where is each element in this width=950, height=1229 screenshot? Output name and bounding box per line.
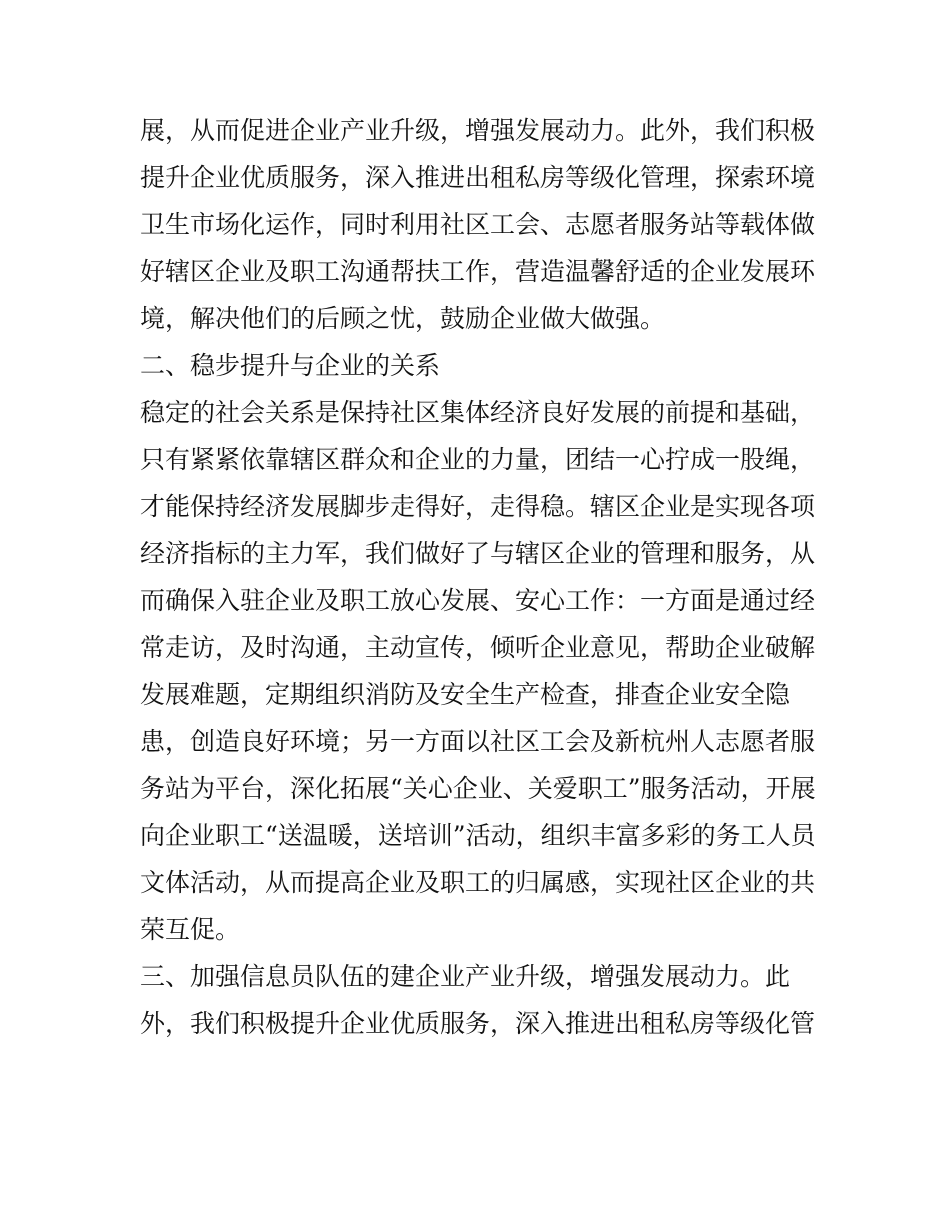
text-line: 外，我们积极提升企业优质服务，深入推进出租私房等级化管	[140, 1009, 816, 1038]
text-line: 经济指标的主力军，我们做好了与辖区企业的管理和服务，从	[140, 539, 816, 568]
text-line: 荣互促。	[140, 915, 241, 944]
section-heading-2: 二、稳步提升与企业的关系	[140, 351, 441, 380]
text-line: 卫生市场化运作，同时利用社区工会、志愿者服务站等载体做	[140, 210, 816, 239]
text-line: 患，创造良好环境；另一方面以社区工会及新杭州人志愿者服	[140, 727, 816, 756]
text-line: 才能保持经济发展脚步走得好，走得稳。辖区企业是实现各项	[140, 492, 816, 521]
text-line: 向企业职工“送温暖，送培训”活动，组织丰富多彩的务工人员	[140, 821, 816, 850]
text-line: 务站为平台，深化拓展“关心企业、关爱职工”服务活动，开展	[140, 774, 816, 803]
section-heading-3: 三、加强信息员队伍的建企业产业升级，增强发展动力。此	[140, 962, 791, 991]
text-line: 稳定的社会关系是保持社区集体经济良好发展的前提和基础，	[140, 398, 816, 427]
body-text	[140, 107, 820, 1047]
text-line: 而确保入驻企业及职工放心发展、安心工作：一方面是通过经	[140, 586, 816, 615]
text-line: 境，解决他们的后顾之忧，鼓励企业做大做强。	[140, 304, 666, 333]
text-line: 提升企业优质服务，深入推进出租私房等级化管理，探索环境	[140, 163, 816, 192]
text-line: 展，从而促进企业产业升级，增强发展动力。此外，我们积极	[140, 116, 816, 145]
text-line: 文体活动，从而提高企业及职工的归属感，实现社区企业的共	[140, 868, 816, 897]
text-line: 只有紧紧依靠辖区群众和企业的力量，团结一心拧成一股绳，	[140, 445, 816, 474]
text-line: 发展难题，定期组织消防及安全生产检查，排查企业安全隐	[140, 680, 791, 709]
text-line: 好辖区企业及职工沟通帮扶工作，营造温馨舒适的企业发展环	[140, 257, 816, 286]
text-line: 常走访，及时沟通，主动宣传，倾听企业意见，帮助企业破解	[140, 633, 816, 662]
